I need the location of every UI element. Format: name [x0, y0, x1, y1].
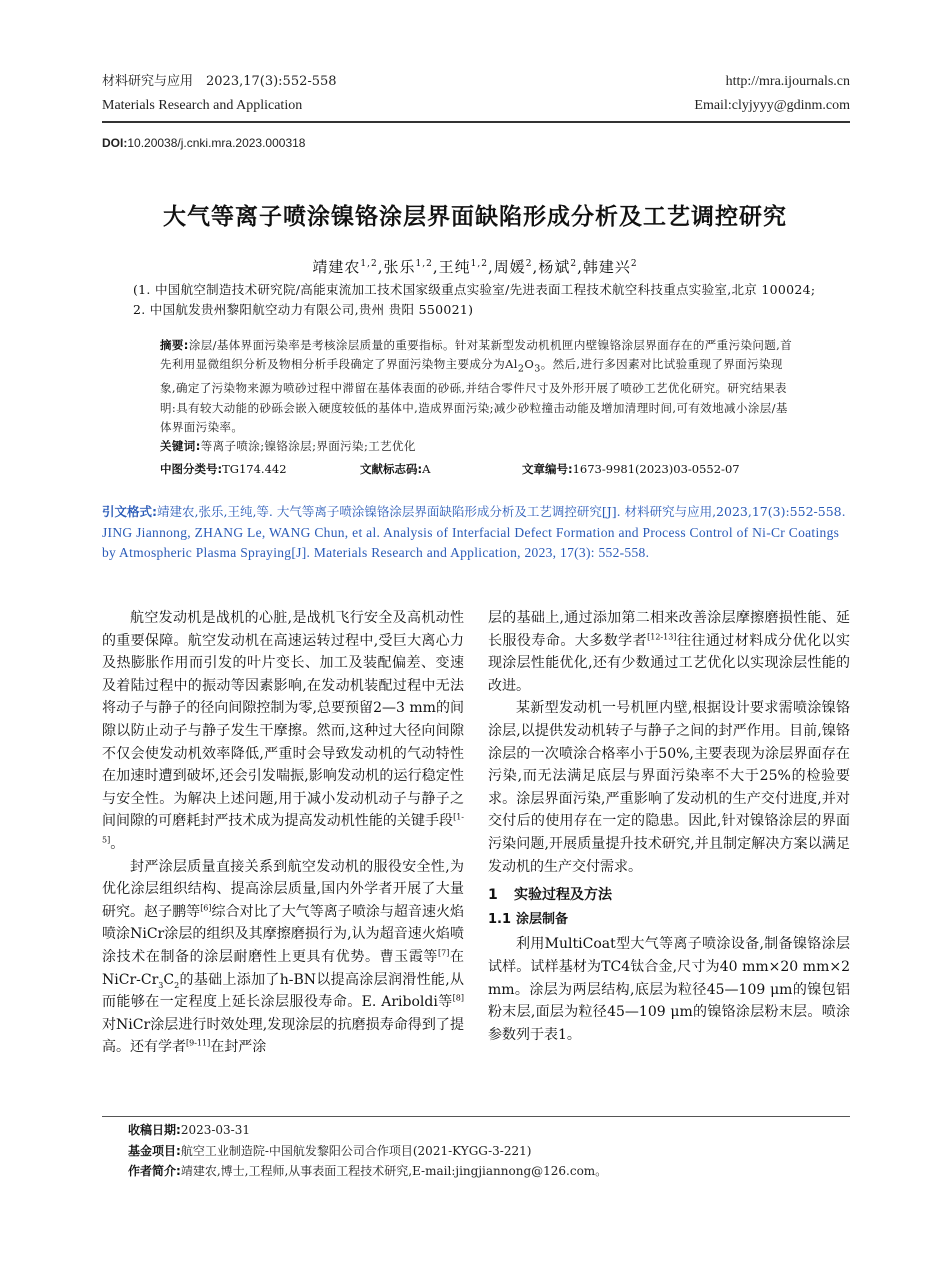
author-affil-mark: 2 — [570, 259, 578, 269]
paragraph: 封严涂层质量直接关系到航空发动机的服役安全性,为优化涂层组织结构、提高涂层质量,国内外学者开展了大量研究。赵子鹏等[6]综合对比了大气等离子喷涂与超音速火焰喷涂NiCr涂层的组织及其摩擦磨损行为,认为超音速火焰喷涂技术在制备的涂层耐磨性上更具有优势。曹玉霞等[7]在NiCr-$Cr_3C_2$的基础上添加了h-BN以提高涂层润滑性能,从而能够在一定程度上延长涂层服役寿命。E. Ariboldi等[8]对NiCr涂层进行时效处理,发现涂层的抗磨损寿命得到了提高。还有学者[9-11]在封严涂 — [102, 858, 465, 1056]
author-affil-mark: 2 — [525, 259, 533, 269]
reference-mark[interactable]: [12-13] — [647, 631, 677, 641]
section-heading: 1 实验过程及方法 — [488, 887, 612, 904]
keywords — [160, 437, 794, 456]
journal-issue: 材料研究与应用 2023,17(3):552-558 — [102, 74, 337, 89]
body-column-left — [102, 607, 464, 1059]
abstract — [160, 336, 794, 457]
header-rule — [102, 121, 850, 123]
subsection-heading: 1.1 涂层制备 — [488, 911, 569, 927]
doi-line — [102, 136, 305, 150]
fund-project: 基金项目:航空工业制造院-中国航发黎阳公司合作项目(2021-KYGG-3-221) — [128, 1143, 532, 1158]
paragraph: 层的基础上,通过添加第二相来改善涂层摩擦磨损性能、延长服役寿命。大多数学者[12-13]往往通过材料成分优化以实现涂层性能优化,还有少数通过工艺优化以实现涂层性能的改进。 — [488, 610, 851, 694]
author-affil-mark: 1,2 — [360, 259, 378, 269]
journal-url[interactable]: http://mra.ijournals.cn — [725, 74, 850, 89]
abstract-body: 摘要:涂层/基体界面污染率是考核涂层质量的重要指标。针对某新型发动机机匣内壁镍铬涂层界面存在的严重污染问题,首先利用显微组织分析及物相分析手段确定了界面污染物主要成分为$Al_2O_3$。然后,进行多因素对比试验重现了界面污染现象,确定了污染物来源为喷砂过程中滞留在基体表面的砂砾,并结合零件尺寸及外形开展了喷砂工艺优化研究。研究结果表明:具有较大动能的砂砾会嵌入硬度较低的基体中,造成界面污染;减少砂粒撞击动能及增加清理时间,可有效地减小涂层/基体界面污染率。 — [160, 338, 793, 434]
author: 靖建农 — [312, 258, 361, 276]
body-column-right — [488, 607, 850, 1046]
running-header-left — [102, 70, 337, 118]
author: 杨斌 — [538, 258, 571, 276]
journal-email[interactable]: Email:clyjyyy@gdinm.com — [694, 98, 850, 113]
citation-cn: 引文格式:靖建农,张乐,王纯,等. 大气等离子喷涂镍铬涂层界面缺陷形成分析及工艺调控研究[J]. 材料研究与应用,2023,17(3):552-558. — [102, 504, 846, 519]
keywords-label: 关键词: — [160, 439, 201, 454]
author: 王纯 — [438, 258, 471, 276]
reference-mark[interactable]: [1-5] — [102, 812, 464, 845]
reference-mark[interactable]: [6] — [200, 903, 212, 913]
citation-format — [102, 502, 850, 564]
paper-title: 大气等离子喷涂镍铬涂层界面缺陷形成分析及工艺调控研究 — [163, 204, 787, 230]
affiliations: (1. 中国航空制造技术研究院/高能束流加工技术国家级重点实验室/先进表面工程技术航空科技重点实验室,北京 100024; 2. 中国航发贵州黎阳航空动力有限公司,贵州 贵阳 550021) — [133, 282, 816, 317]
doi-label: DOI: — [102, 136, 128, 150]
citation-label: 引文格式: — [102, 504, 157, 519]
doi-value[interactable]: 10.20038/j.cnki.mra.2023.000318 — [127, 136, 306, 150]
author-list: 靖建农$^{1,2}$,张乐$^{1,2}$,王纯$^{1,2}$,周媛$^2$,杨斌$^2$,韩建兴$^2$ — [312, 258, 638, 276]
paragraph: 某新型发动机一号机匣内壁,根据设计要求需喷涂镍铬涂层,以提供发动机转子与静子之间的封严作用。目前,镍铬涂层的一次喷涂合格率小于50%,主要表现为涂层界面存在污染,而无法满足底层与界面污染率不大于25%的检验要求。涂层界面污染,严重影响了发动机的生产交付进度,并对交付后的使用存在一定的隐患。因此,针对镍铬涂层的界面污染问题,开展质量提升技术研究,并且制定解决方案以满足发动机的生产交付需求。 — [488, 700, 850, 875]
author-bio: 作者简介:靖建农,博士,工程师,从事表面工程技术研究,E-mail:jingjiannong@126.com。 — [128, 1164, 608, 1178]
author: 韩建兴 — [582, 258, 631, 276]
article-number: 文章编号:1673-9981(2023)03-0552-07 — [522, 462, 740, 476]
footnote-rule — [102, 1116, 850, 1117]
reference-mark[interactable]: [9-11] — [186, 1038, 211, 1048]
author: 张乐 — [383, 258, 416, 276]
document-code: 文献标志码:A — [360, 462, 431, 476]
author: 周媛 — [493, 258, 526, 276]
reference-mark[interactable]: [8] — [452, 993, 464, 1003]
reference-mark[interactable]: [7] — [438, 948, 450, 958]
keywords-value: 等离子喷涂;镍铬涂层;界面污染;工艺优化 — [200, 439, 416, 454]
clc-code: 中图分类号:TG174.442 — [160, 462, 287, 476]
author-affil-mark: 1,2 — [415, 259, 433, 269]
journal-name-en: Materials Research and Application — [102, 98, 303, 113]
received-date: 收稿日期:2023-03-31 — [128, 1123, 250, 1137]
paragraph: 利用MultiCoat型大气等离子喷涂设备,制备镍铬涂层试样。试样基材为TC4钛合金,尺寸为40 mm×20 mm×2 mm。涂层为两层结构,底层为粒径45—109 μm的镍包铝粉末层,面层为粒径45—109 μm的镍铬涂层粉末层。喷涂参数列于表1。 — [488, 936, 850, 1043]
paragraph: 航空发动机是战机的心脏,是战机飞行安全及高机动性的重要保障。航空发动机在高速运转过程中,受巨大离心力及热膨胀作用而引发的叶片变长、加工及装配偏差、变速及着陆过程中的振动等因素影响,在发动机装配过程中无法将动子与静子的径向间隙控制为零,总要预留2—3 mm的间隙以防止动子与静子发生干摩擦。然而,这种过大径向间隙不仅会使发动机效率降低,严重时会导致发动机的气动特性在加速时遭到破坏,还会引发喘振,影响发动机的运行稳定性与安全性。为解决上述问题,用于减小发动机动子与静子之间间隙的可磨耗封严技术成为提高发动机性能的关键手段[1-5]。 — [102, 610, 464, 852]
running-header-right — [694, 70, 850, 118]
author-affil-mark: 1,2 — [470, 259, 488, 269]
author-affil-mark: 2 — [630, 259, 638, 269]
citation-en: JING Jiannong, ZHANG Le, WANG Chun, et al. Analysis of Interfacial Defect Formation and Process Control of Ni-Cr Coatings by Atmospheric Plasma Spraying[J]. Materials Research and Application, 2023, 17(3): 552-558. — [102, 524, 840, 560]
abstract-label: 摘要: — [160, 338, 189, 352]
footnotes — [128, 1120, 848, 1182]
